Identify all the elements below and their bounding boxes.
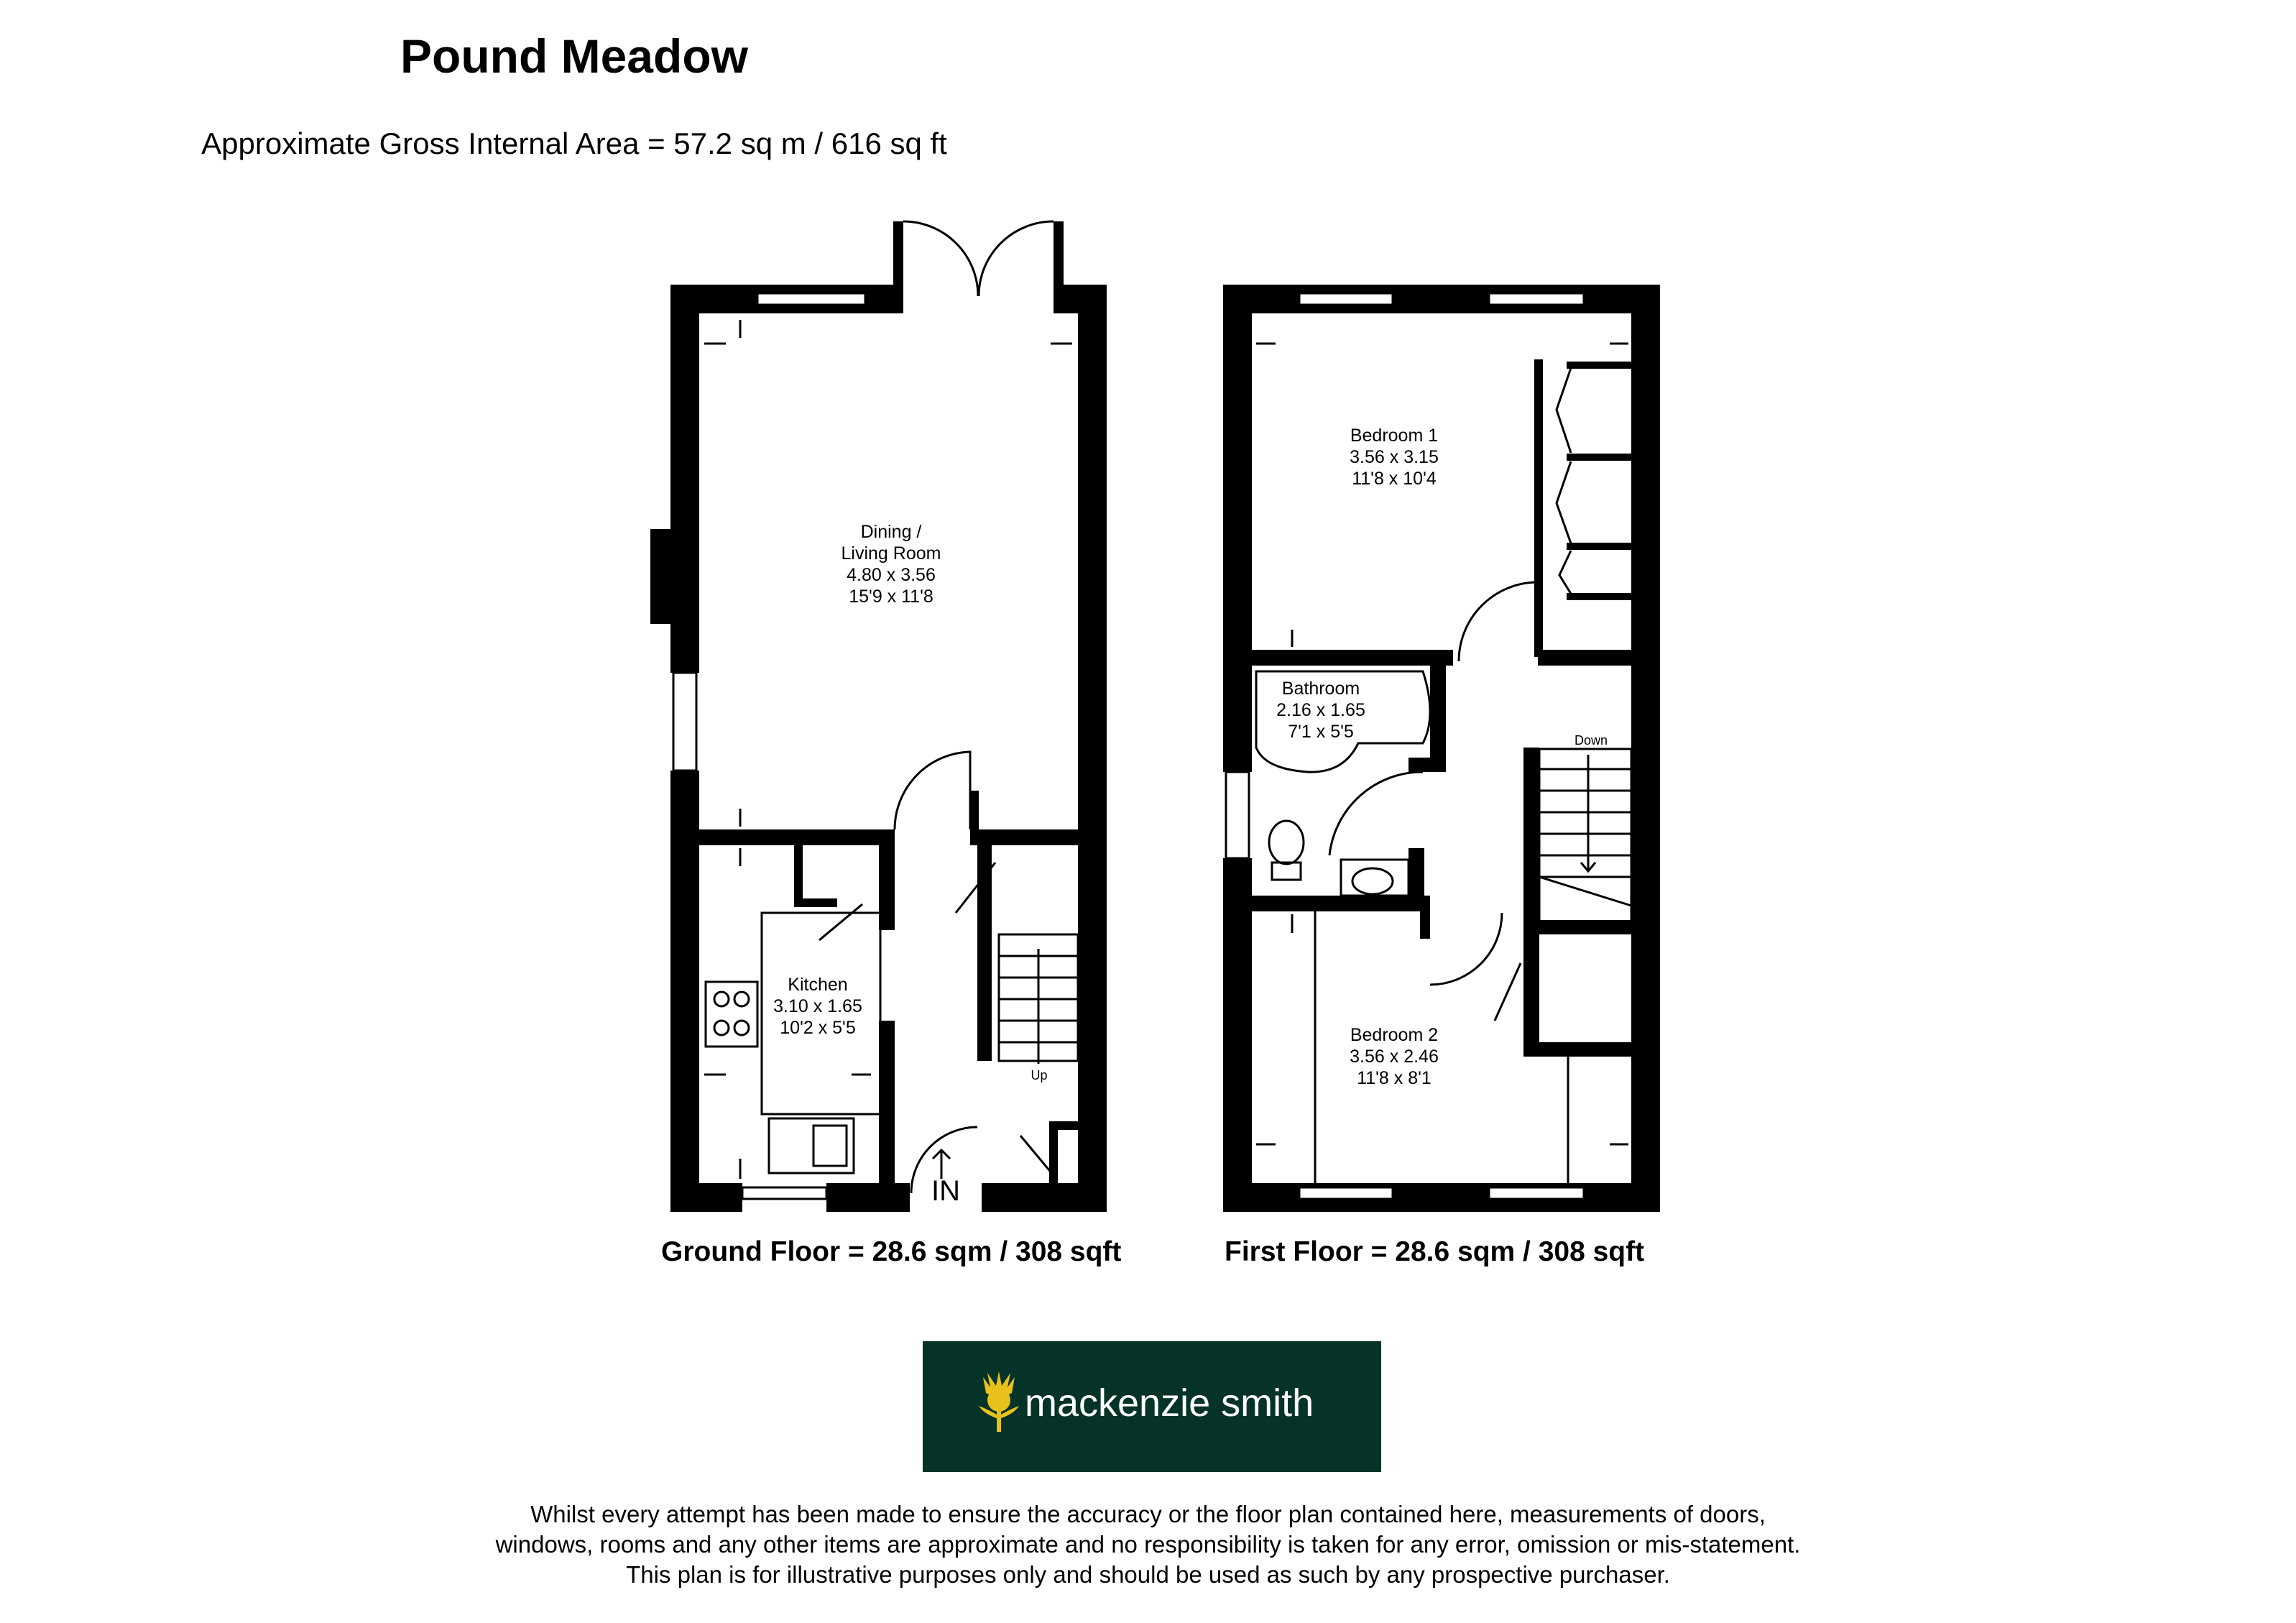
dining-room-metric: 4.80 x 3.56 (847, 565, 936, 585)
ff-toilet (1269, 821, 1304, 864)
ff-wall-landing-post (1420, 896, 1430, 939)
dining-room-name-1: Dining / (860, 522, 922, 542)
gf-wall-cupboard-bottom (794, 898, 837, 907)
ff-basin (1341, 860, 1409, 896)
ff-wall-right (1631, 285, 1660, 1212)
bedroom1-name: Bedroom 1 (1350, 426, 1439, 446)
ff-door-bedroom2 (1430, 913, 1502, 985)
gf-wall-bottom-left (670, 1183, 742, 1212)
ff-wall-stair-left (1523, 748, 1539, 934)
disclaimer-line: Whilst every attempt has been made to ensure the accuracy or the floor plan contained here, measurements of doors, (530, 1501, 1766, 1527)
ff-window-bottom-right (1489, 1187, 1584, 1199)
gf-patio-door-left (903, 221, 978, 296)
ff-window-left (1226, 772, 1249, 858)
gf-hob-ring (714, 992, 729, 1006)
gf-patio-post-right (1054, 221, 1064, 313)
ff-door-cupboard (1495, 963, 1521, 1021)
dining-room-imperial: 15'9 x 11'8 (849, 587, 933, 607)
gf-window-bottom (742, 1187, 826, 1199)
ff-window-bottom-left (1299, 1187, 1393, 1199)
ff-wardrobe-doors (1557, 368, 1571, 594)
kitchen-name: Kitchen (788, 975, 848, 995)
bedroom2-imperial: 11'8 x 8'1 (1357, 1068, 1431, 1088)
ff-wall-bath-step (1409, 758, 1446, 772)
disclaimer-line: windows, rooms and any other items are approximate and no responsibility is taken for any error, omission or mis-statement. (495, 1531, 1801, 1558)
gf-wall-kitchen-top (670, 829, 895, 845)
ground-floor-fixtures (673, 221, 1078, 1199)
ff-wall-bottom (1223, 1183, 1660, 1212)
gf-patio-door-right (979, 221, 1054, 296)
ff-door-bathroom (1329, 772, 1423, 855)
ground-floor-caption: Ground Floor = 28.6 sqm / 308 sqft (661, 1236, 1122, 1267)
bathroom-metric: 2.16 x 1.65 (1276, 700, 1365, 720)
bathroom-name: Bathroom (1281, 679, 1360, 699)
gf-door-cupboard (819, 904, 862, 940)
page-title: Pound Meadow (400, 29, 748, 83)
ff-wall-bath-right (1430, 650, 1446, 772)
ff-stairs-label: Down (1574, 733, 1608, 748)
bedroom2-metric: 3.56 x 2.46 (1350, 1047, 1439, 1067)
ff-wall-bedroom1-bottom (1252, 650, 1453, 666)
disclaimer (0, 1499, 2296, 1590)
gf-wall-cupboard-left (794, 845, 803, 907)
ff-staircase (1539, 749, 1631, 921)
room-labels (773, 426, 1608, 1207)
ff-wall-bath-bottom (1252, 896, 1424, 911)
bedroom1-metric: 3.56 x 3.15 (1350, 447, 1439, 467)
company-logo-text: mackenzie smith (1025, 1381, 1314, 1425)
gf-hob (706, 982, 757, 1047)
gf-sink-bowl (813, 1126, 847, 1166)
gf-chimney-breast (650, 529, 676, 624)
gf-hob-ring (714, 1021, 729, 1035)
gf-wall-hall-post (970, 791, 979, 845)
gf-door-living (895, 752, 970, 829)
ff-wall-bedroom1-bottom-right (1538, 650, 1631, 666)
kitchen-metric: 3.10 x 1.65 (773, 996, 862, 1016)
gross-area-subtitle: Approximate Gross Internal Area = 57.2 sq m / 616 sq ft (201, 127, 947, 160)
thistle-icon (977, 1371, 1020, 1433)
bathroom-imperial: 7'1 x 5'5 (1288, 722, 1354, 742)
gf-hob-ring (734, 1021, 749, 1035)
kitchen-imperial: 10'2 x 5'5 (780, 1018, 856, 1038)
ff-wall-cupboard-bottom (1523, 1042, 1631, 1057)
first-floor-caption: First Floor = 28.6 sqm / 308 sqft (1225, 1236, 1645, 1267)
gf-wall-bottom-right (982, 1183, 1107, 1212)
company-logo (923, 1341, 1381, 1472)
gf-hob-ring (734, 992, 749, 1006)
ff-wall-left-upper (1223, 285, 1252, 772)
disclaimer-line: This plan is for illustrative purposes only and should be used as such by any prospective purchaser. (626, 1561, 1670, 1588)
gf-stairs-label: Up (1031, 1068, 1048, 1082)
ff-window-top-left (1299, 293, 1393, 305)
bedroom2-name: Bedroom 2 (1350, 1025, 1439, 1045)
ff-wall-left-lower (1223, 858, 1252, 1212)
gf-wall-hall-top (977, 829, 1078, 845)
ff-wall-top (1223, 285, 1660, 313)
bedroom1-imperial: 11'8 x 10'4 (1352, 469, 1437, 489)
ff-window-top-right (1489, 293, 1584, 305)
gf-wall-right (1078, 285, 1107, 1212)
gf-entrance-label: IN (931, 1175, 960, 1207)
dining-room-name-2: Living Room (841, 543, 941, 564)
gf-wall-bottom-mid (826, 1183, 910, 1212)
gf-window-top (757, 293, 865, 305)
ff-wall-cupboard-left (1523, 934, 1539, 1057)
ff-door-bedroom1 (1459, 582, 1538, 661)
gf-patio-post-left (893, 221, 903, 313)
gf-window-left (673, 673, 696, 771)
